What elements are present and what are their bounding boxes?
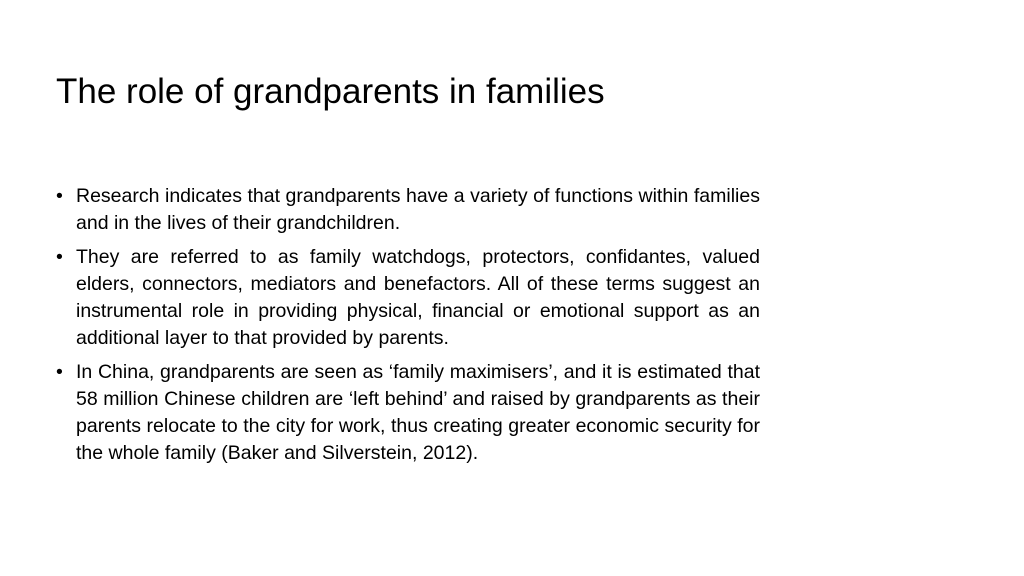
bullet-dot-icon: •	[56, 246, 63, 268]
bullet-text: They are referred to as family watchdogs, protectors, confidantes, valued elders, connectors, mediators and benefactors. All of these terms suggest an instrumental role in providing physical, financial or emotional support as an additional layer to that provided by parents.	[76, 246, 760, 349]
bullet-item	[56, 244, 760, 352]
slide-title: The role of grandparents in families	[56, 72, 605, 111]
bullet-item	[56, 183, 760, 237]
bullet-dot-icon: •	[56, 185, 63, 207]
bullet-text: In China, grandparents are seen as ‘family maximisers’, and it is estimated that 58 million Chinese children are ‘left behind’ and raised by grandparents as their parents relocate to the city for work, thus creating greater economic security for the whole family (Baker and Silverstein, 2012).	[76, 361, 760, 464]
bullet-dot-icon: •	[56, 361, 63, 383]
bullet-item	[56, 359, 760, 467]
bullet-list	[56, 183, 760, 474]
bullet-text: Research indicates that grandparents have a variety of functions within families and in the lives of their grandchildren.	[76, 185, 760, 234]
